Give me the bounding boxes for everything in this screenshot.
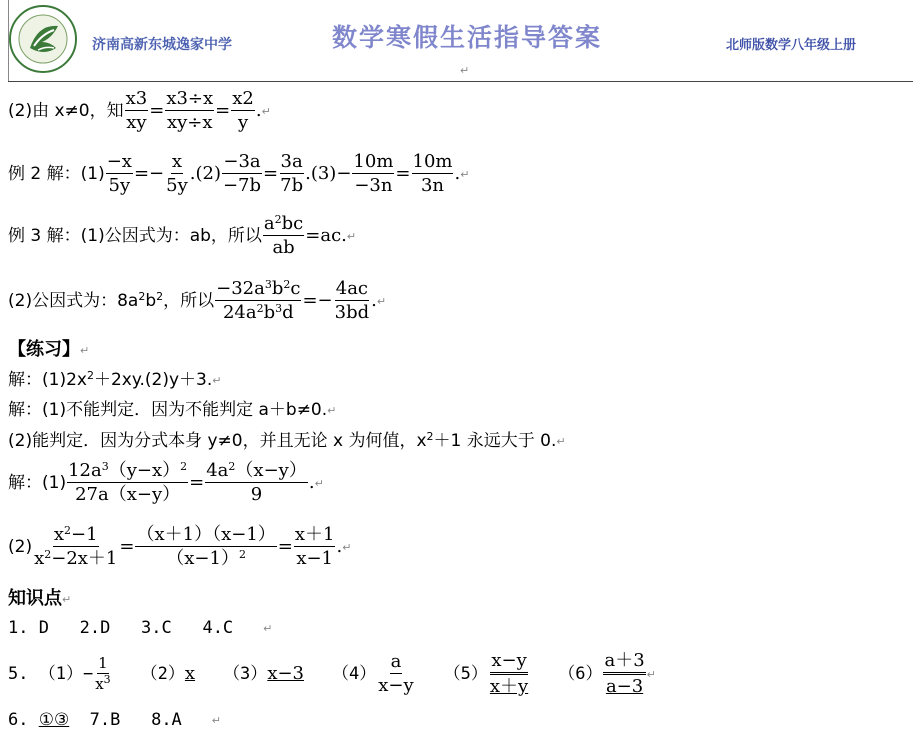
fraction: $\frac{12a^3(y-x)^2}{27a(x-y)}$ <box>68 460 188 505</box>
paragraph-mark: ↵ <box>376 294 387 308</box>
fraction: $\frac{-32a^3b^2c}{24a^2b^3d}$ <box>216 278 301 323</box>
paragraph-mark: ↵ <box>460 167 470 181</box>
practice-line-3: (2)能判定．因为分式本身 y≠0，并且无论 x 为何值，$x^2+1$ 永远大于 0. ↵ <box>8 430 566 451</box>
line-text: 例 3 解：(1)公因式为：ab，所以 <box>8 225 262 246</box>
paragraph-mark: ↵ <box>314 476 324 490</box>
knowledge-line-3: 6. ①③ 7.B 8.A ↵ <box>8 710 222 730</box>
fraction: $\frac{a}{x-y}$ <box>378 651 414 696</box>
fraction: $\frac{3a}{7b}$ <box>280 151 304 196</box>
practice-line-4: 解：(1) $\frac{12a^3(y-x)^2}{27a(x-y)}$ = $\frac{4a^2(x-y)}{9}$ . ↵ <box>8 460 324 505</box>
practice-line-2: 解：(1)不能判定．因为不能判定 a＋b≠0. ↵ <box>8 400 337 420</box>
knowledge-heading: 知识点 ↵ <box>8 588 72 609</box>
fraction: $\frac{x3\div x}{xy\div x}$ <box>166 88 214 133</box>
example-3-part-2-line: (2)公因式为：$8a^2b^2$，所以 $\frac{-32a^3b^2c}{24a^2b^3d}$ =− $\frac{4ac}{3bd}$ . ↵ <box>8 278 387 323</box>
fraction: $\frac{(x+1)(x-1)}{(x-1)^2}$ <box>136 524 276 569</box>
fraction: $\frac{x}{5y}$ <box>166 151 188 196</box>
paragraph-mark: ↵ <box>346 229 357 243</box>
fraction: $\frac{a^2bc}{ab}$ <box>263 213 304 258</box>
practice-line-1: 解：$(1)2x^2+2xy.(2)y+3$. ↵ <box>8 369 222 390</box>
practice-line-5: (2) $\frac{x^2-1}{x^2-2x+1}$ = $\frac{(x+1)(x-1)}{(x-1)^2}$ = $\frac{x+1}{x-1}$ . ↵ <box>8 524 352 569</box>
line-text: (2)由 x≠0，知 <box>8 100 124 121</box>
example-2-line: 例 2 解：(1) $\frac{-x}{5y}$ =− $\frac{x}{5y}$ .(2) $\frac{-3a}{-7b}$ = $\frac{3a}{7b}$ .(3)− $\frac{10m}{-3n}$ = $\frac{10m}{3n}$ . ↵ <box>8 151 470 196</box>
page-title: 数学寒假生活指导答案 <box>332 23 603 52</box>
knowledge-line-1: 1. D 2.D 3.C 4.C ↵ <box>8 618 273 638</box>
fraction: $\frac{x2}{y}$ <box>232 88 254 133</box>
equals-sign: = <box>215 100 231 121</box>
knowledge-line-2: 5. （1）− $\frac{1}{x^3}$ （2） x （3） x−3 （4） $\frac{a}{x-y}$ （5） $\frac{x-y}{x+y}$ （6） $\frac{a+3}{a-3}$ ↵ <box>8 650 656 697</box>
paragraph-mark: ↵ <box>62 592 72 606</box>
fraction: $\frac{-3a}{-7b}$ <box>222 151 262 196</box>
fraction: $\frac{10m}{-3n}$ <box>353 151 394 196</box>
paragraph-mark: ↵ <box>80 343 90 357</box>
paragraph-mark: ↵ <box>263 622 273 635</box>
paragraph-mark: ↵ <box>646 667 656 681</box>
paragraph-mark: ↵ <box>556 435 566 448</box>
fraction: $\frac{x+1}{x-1}$ <box>294 524 335 569</box>
paragraph-mark: ↵ <box>211 714 222 727</box>
paragraph-mark: ↵ <box>460 64 470 77</box>
fraction: $\frac{a+3}{a-3}$ <box>604 650 645 697</box>
fraction: $\frac{4ac}{3bd}$ <box>334 278 370 323</box>
equals-sign: = <box>149 100 165 121</box>
line-text: 例 2 解：(1) <box>8 163 105 184</box>
fraction: $\frac{x-y}{x+y}$ <box>489 650 529 697</box>
answer-line-1: (2)由 x≠0，知 $\frac{x3}{xy}$ = $\frac{x3\div x}{xy\div x}$ = $\frac{x2}{y}$ . ↵ <box>8 88 271 133</box>
practice-heading: 【练习】 ↵ <box>8 339 90 360</box>
fraction: $\frac{x3}{xy}$ <box>125 88 148 133</box>
edition-label: 北师版数学八年级上册 <box>726 38 857 53</box>
header-divider <box>8 81 913 82</box>
paragraph-mark: ↵ <box>327 404 337 417</box>
fraction: $\frac{1}{x^3}$ <box>95 654 111 693</box>
fraction: $\frac{-x}{5y}$ <box>106 151 132 196</box>
fraction: $\frac{10m}{3n}$ <box>412 151 453 196</box>
paragraph-mark: ↵ <box>212 374 222 387</box>
paragraph-mark: ↵ <box>342 540 352 554</box>
fraction: $\frac{x^2-1}{x^2-2x+1}$ <box>34 524 118 569</box>
school-name: 济南高新东城逸家中学 <box>92 37 232 53</box>
school-logo-icon <box>8 4 78 74</box>
page-header <box>0 0 915 82</box>
fraction: $\frac{4a^2(x-y)}{9}$ <box>206 460 307 505</box>
paragraph-mark: ↵ <box>261 104 271 118</box>
example-3-line: 例 3 解：(1)公因式为：ab，所以 $\frac{a^2bc}{ab}$ =ac. ↵ <box>8 213 357 258</box>
